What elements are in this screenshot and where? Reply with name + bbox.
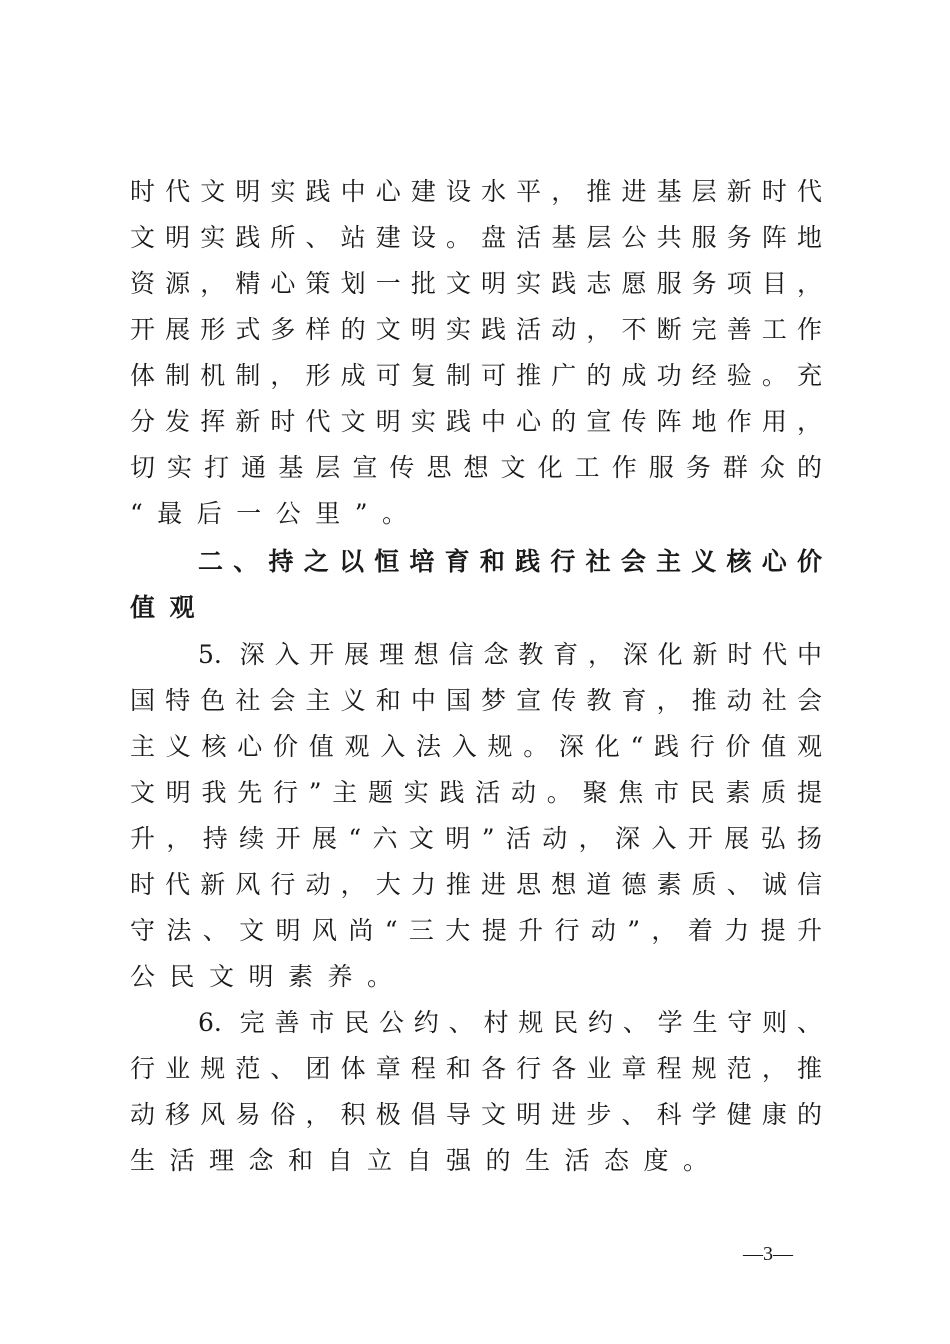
text-line: 切实打通基层宣传思想文化工作服务群众的 — [130, 453, 822, 482]
paragraph-last-line: 生活理念和自立自强的生活态度。 — [130, 1146, 723, 1175]
paragraph-5-first-line: 5. 深入开展理想信念教育，深化新时代中 — [198, 640, 822, 669]
text-line: 国特色社会主义和中国梦宣传教育，推动社会 — [130, 686, 822, 715]
text-line: 时代新风行动，大力推进思想道德素质、诚信 — [130, 870, 822, 899]
text-line: 体制机制，形成可复制可推广的成功经验。充 — [130, 361, 822, 390]
paragraph-last-line: 公民文明素养。 — [130, 962, 407, 991]
paragraph-6-first-line: 6. 完善市民公约、村规民约、学生守则、 — [198, 1008, 822, 1037]
text-line: 文明我先行”主题实践活动。聚焦市民素质提 — [130, 778, 822, 807]
text-line: 动移风易俗，积极倡导文明进步、科学健康的 — [130, 1100, 822, 1129]
text-line: 分发挥新时代文明实践中心的宣传阵地作用， — [130, 407, 822, 436]
section-heading: 二、持之以恒培育和践行社会主义核心价 — [198, 547, 822, 576]
text-line: 文明实践所、站建设。盘活基层公共服务阵地 — [130, 223, 822, 252]
text-line: 守法、文明风尚“三大提升行动”，着力提升 — [130, 916, 822, 945]
paragraph-last-line: “最后一公里”。 — [130, 499, 422, 528]
text-line: 主义核心价值观入法入规。深化“践行价值观 — [130, 732, 822, 761]
text-line: 行业规范、团体章程和各行各业章程规范，推 — [130, 1054, 822, 1083]
text-line: 开展形式多样的文明实践活动，不断完善工作 — [130, 315, 822, 344]
text-line: 升，持续开展“六文明”活动，深入开展弘扬 — [130, 824, 822, 853]
text-line: 时代文明实践中心建设水平，推进基层新时代 — [130, 177, 822, 206]
page-number: —3— — [743, 1243, 793, 1265]
text-line: 资源，精心策划一批文明实践志愿服务项目， — [130, 269, 822, 298]
section-heading-continued: 值观 — [130, 593, 210, 622]
